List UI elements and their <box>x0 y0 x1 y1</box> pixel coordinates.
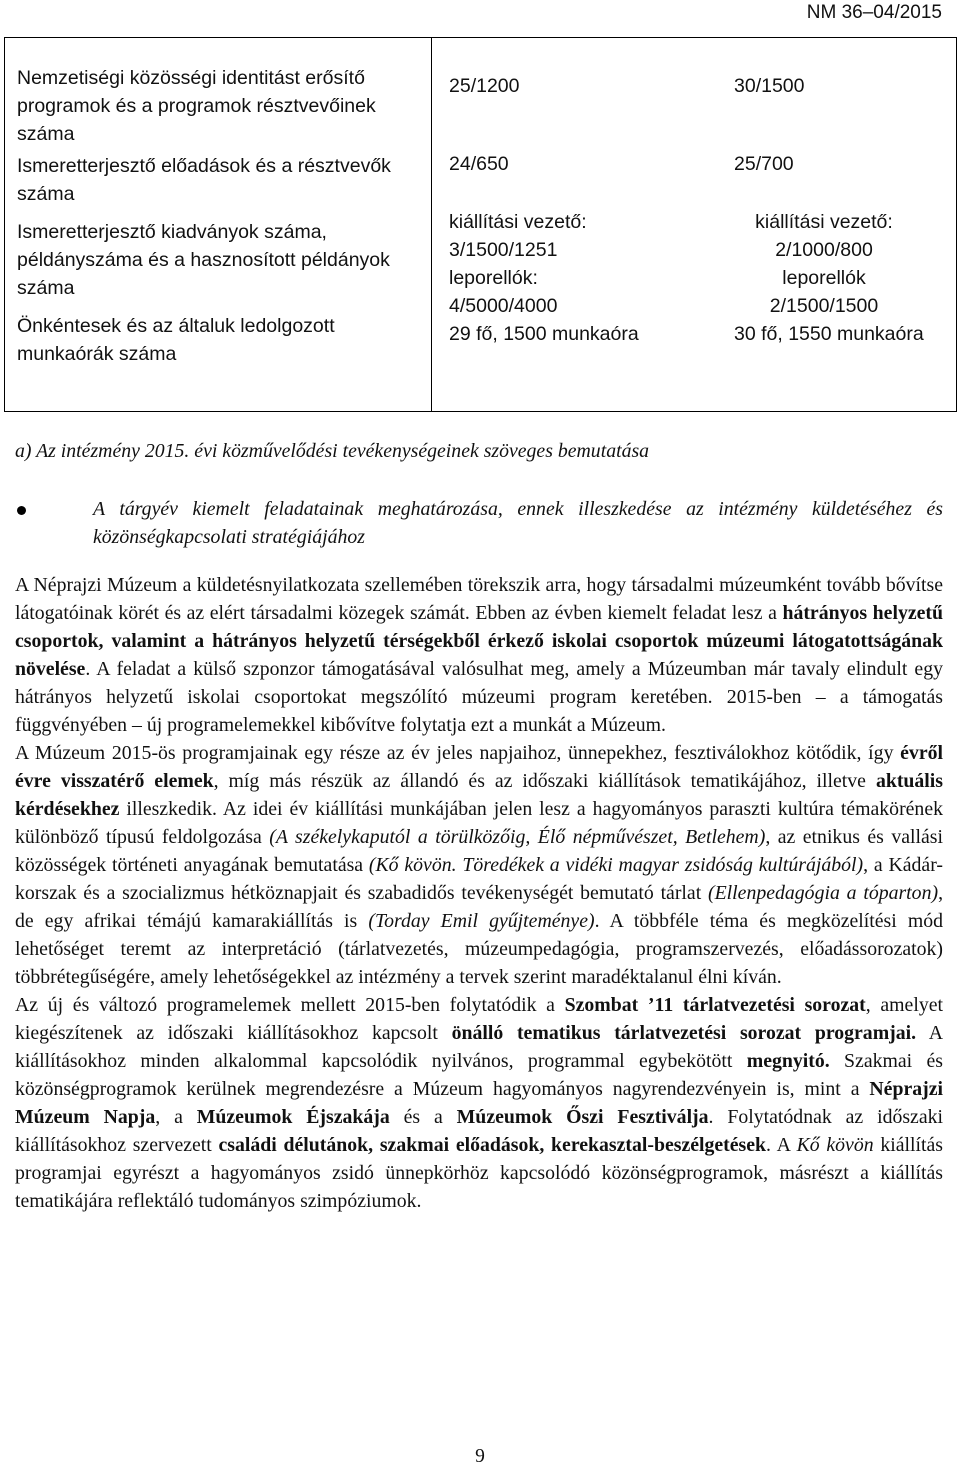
table-cell-2014: 24/650 <box>449 153 509 175</box>
table-row-label: Ismeretterjesztő előadások és a résztvevők száma <box>17 155 391 205</box>
document-id: NM 36–04/2015 <box>806 2 942 23</box>
statistics-table <box>4 37 957 412</box>
table-row-label: Ismeretterjesztő kiadványok száma, példányszáma és a hasznosított példányok száma <box>17 221 390 299</box>
bullet-icon <box>17 502 33 518</box>
table-cell-2014: 29 fő, 1500 munkaóra <box>449 323 639 345</box>
page-number: 9 <box>475 1446 485 1467</box>
table-row <box>432 208 956 320</box>
table-cell-2014: 25/1200 <box>449 75 520 97</box>
bullet-text: A tárgyév kiemelt feladatainak meghatározása, ennek illeszkedése az intézmény küldetéséhez és közönségkapcsolati stratégiájához <box>93 498 943 548</box>
table-cell-2014: kiállítási vezető: 3/1500/1251 leporellók: 4/5000/4000 <box>449 211 587 317</box>
table-row <box>432 72 956 150</box>
table-cell-2015: 25/700 <box>734 153 794 175</box>
table-label-column <box>5 38 432 412</box>
paragraph-3: Az új és változó programelemek mellett 2015-ben folytatódik a Szombat ’11 tárlatvezetési sorozat, amelyet kiegészítenek az időszaki kiállításokhoz kapcsolt önálló tematikus tárlatvezetési sorozat programjai. A kiállításokhoz minden alkalommal kapcsolódik nyilvános, programmal egybekötött megnyitó. Szakmai és közönségprogramok kerülnek megrendezésre a Múzeum hagyományos nagyrendezvényein is, mint a Néprajzi Múzeum Napja, a Múzeumok Éjszakája és a Múzeumok Őszi Fesztiválja. Folytatódnak az időszaki kiállításokhoz szervezett családi délutánok, szakmai előadások, kerekasztal-beszélgetések. A Kő kövön kiállítás programjai egyrészt a hagyományos zsidó ünnepkörhöz kapcsolódó közönségprogramok, másrészt a kiállítás tematikájára reflektáló tudományos szimpóziumok. <box>15 994 944 1212</box>
table-cell-2015: 30/1500 <box>734 75 805 97</box>
table-cell-2015: 30 fő, 1550 munkaóra <box>734 323 924 345</box>
table-cell-2015: kiállítási vezető: 2/1000/800 leporellók 2/1500/1500 <box>755 211 893 317</box>
paragraph-1: A Néprajzi Múzeum a küldetésnyilatkozata szellemében törekszik arra, hogy társadalmi múzeumként tovább bővítse látogatóinak körét és az elért társadalmi közegek számát. Ebben az évben kiemelt feladat lesz a hátrányos helyzetű csoportok, valamint a hátrányos helyzetű térségekből érkező iskolai csoportok múzeumi látogatottságának növelése. A feladat a külső szponzor támogatásával valósulhat meg, amely a Múzeumban már tavaly elindult egy hátrányos helyzetű iskolai csoportokat megszólító múzeumi program keretében. 2015-ben – a támogatás függvényében – új programelemekkel kibővítve folytatja ezt a munkát a Múzeum. <box>15 574 943 736</box>
table-values-column <box>432 38 957 412</box>
table-row-label: Nemzetiségi közösségi identitást erősítő programok és a programok résztvevőinek száma <box>17 67 376 145</box>
paragraph-2: A Múzeum 2015-ös programjainak egy része az év jeles napjaihoz, ünnepekhez, fesztiválokhoz kötődik, így évről évre visszatérő elemek, míg más részük az állandó és az időszaki kiállítások tematikájához, illetve aktuális kérdésekhez illeszkedik. Az idei év kiállítási munkájában jelen lesz a hagyományos paraszti kultúra témakörének különböző típusú feldolgozása (A székelykaputól a törülközőig, Élő népművészet, Betlehem), az etnikus és vallási közösségek történeti anyagának bemutatása (Kő kövön. Töredékek a vidéki magyar zsidóság kultúrájából), a Kádár-korszak és a szocializmus hétköznapjait és szabadidős tevékenységét bemutató tárlat (Ellenpedagógia a tóparton), de egy afrikai témájú kamarakiállítás is (Torday Emil gyűjteménye). A többféle téma és megközelítési mód lehetőséget teremt az interpretáció (tárlatvezetés, múzeumpedagógia, programszervezés, előadássorozatok) többrétegűségére, amely lehetőségekkel az intézmény a tervek szerint maradéktalanul élni kíván. <box>15 742 944 988</box>
section-heading: a) Az intézmény 2015. évi közművelődési tevékenységeinek szöveges bemutatása <box>15 440 650 462</box>
table-row-label: Önkéntesek és az általuk ledolgozott munkaórák száma <box>17 315 335 365</box>
table-row <box>432 150 956 208</box>
bullet-item <box>15 495 943 551</box>
table-row <box>432 320 956 376</box>
main-text <box>15 437 943 1215</box>
